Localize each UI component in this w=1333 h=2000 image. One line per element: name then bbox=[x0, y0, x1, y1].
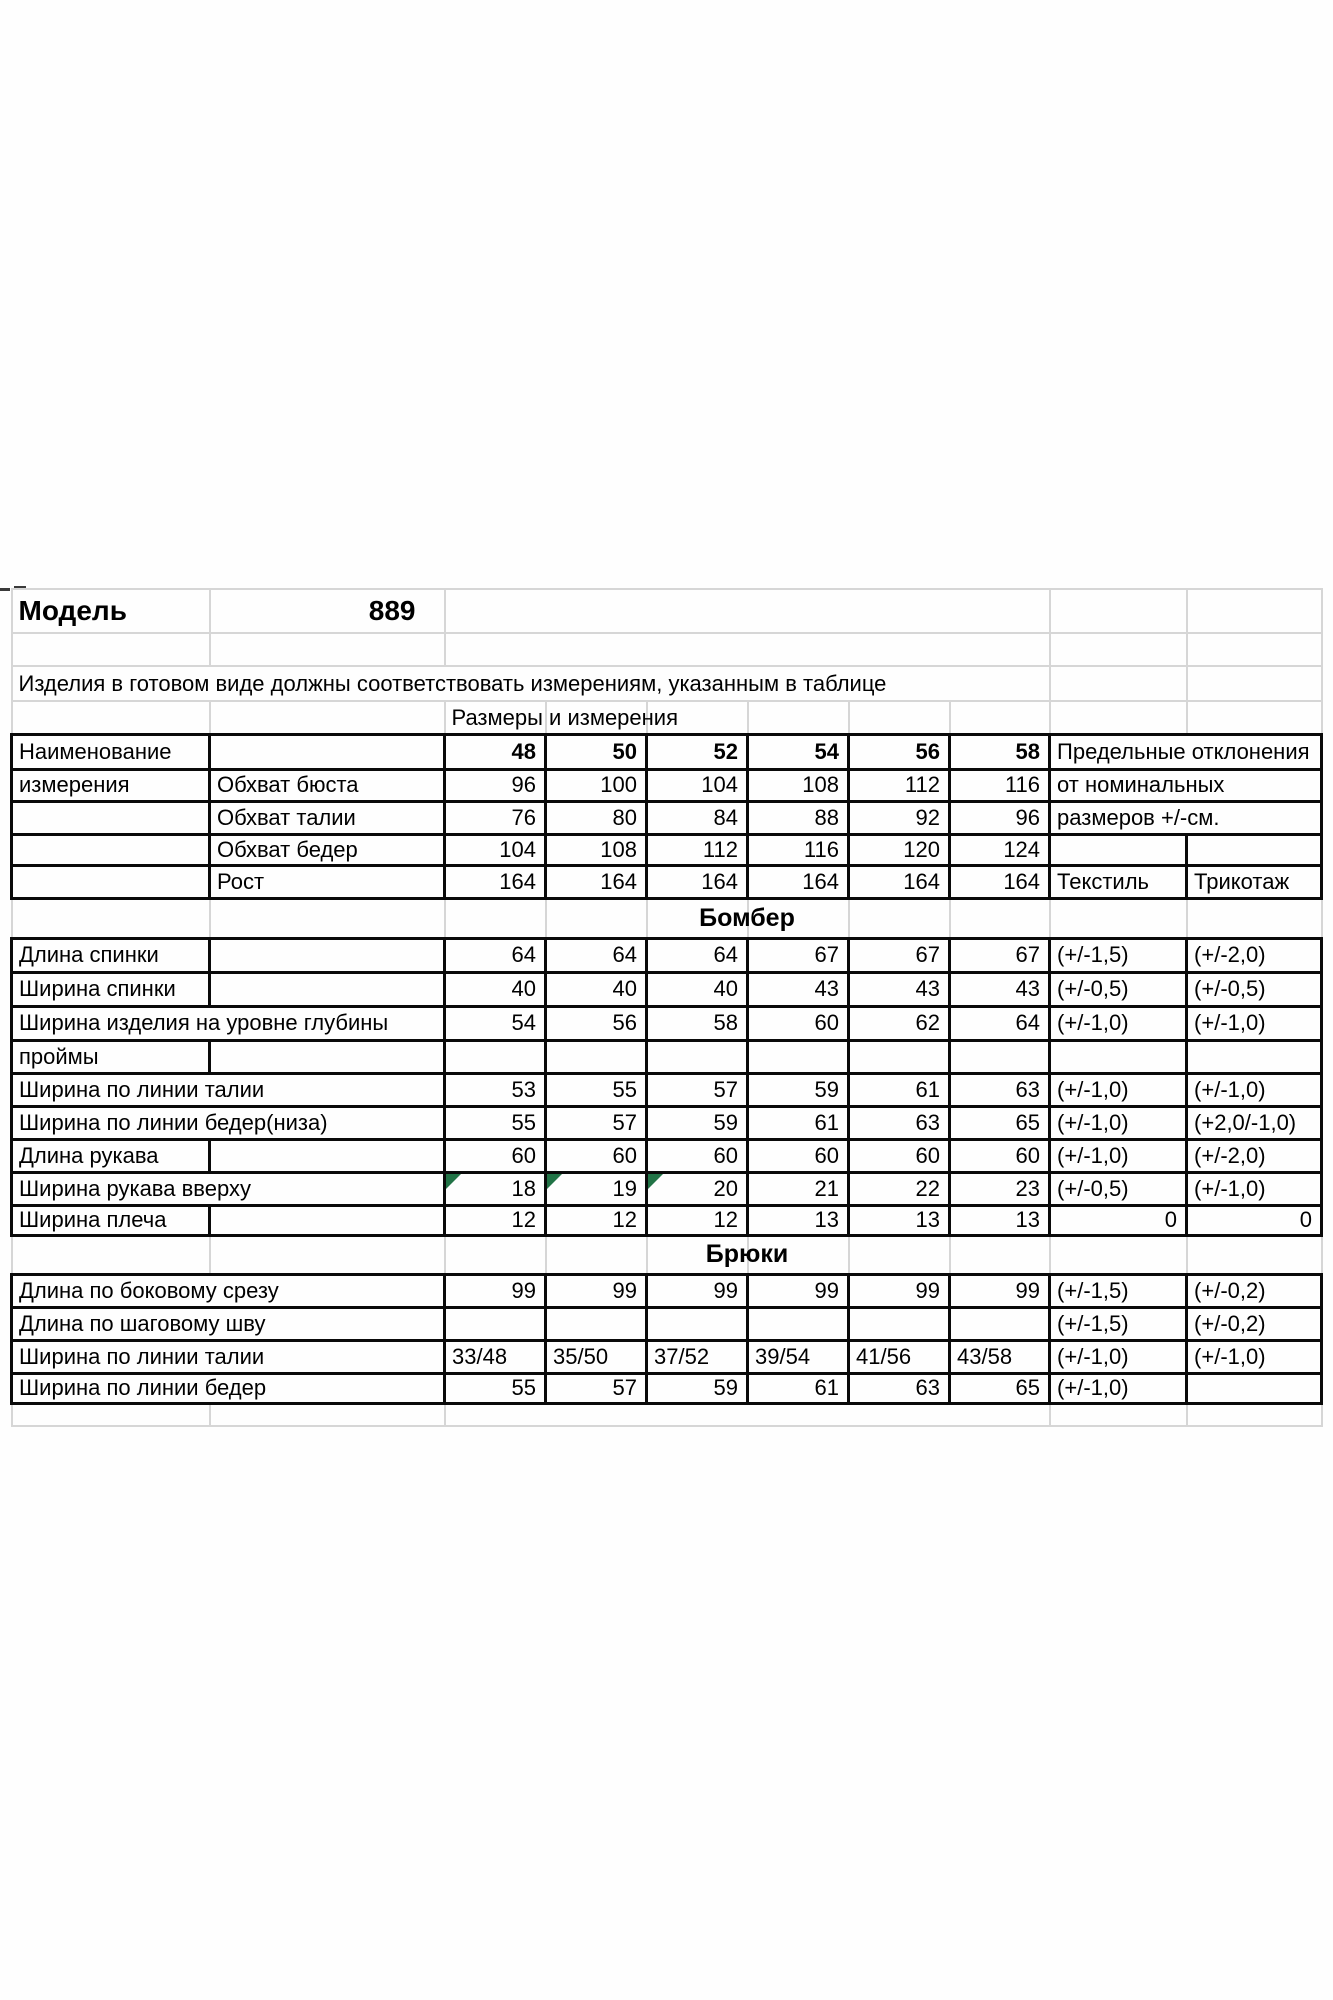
value-cell: 65 bbox=[950, 1373, 1050, 1403]
value-cell: 57 bbox=[546, 1373, 647, 1403]
base-measure-value: 164 bbox=[647, 865, 748, 898]
tolerance-textile-cell: (+/-0,5) bbox=[1050, 972, 1187, 1006]
table-row bbox=[12, 1307, 1322, 1340]
empty-cell bbox=[12, 865, 210, 898]
table-row bbox=[12, 898, 1322, 938]
base-measure-value: 104 bbox=[445, 834, 546, 865]
value-cell bbox=[647, 1040, 748, 1073]
empty-cell bbox=[1050, 898, 1187, 938]
value-cell: 43/58 bbox=[950, 1340, 1050, 1373]
tolerance-knit-cell: (+/-0,5) bbox=[1187, 972, 1322, 1006]
value-cell: 63 bbox=[849, 1106, 950, 1139]
value-cell: 39/54 bbox=[748, 1340, 849, 1373]
table-title: Размеры и измерения bbox=[445, 701, 1050, 734]
empty-cell bbox=[12, 801, 210, 834]
value-cell: 99 bbox=[950, 1274, 1050, 1307]
value-cell: 64 bbox=[546, 938, 647, 972]
value-cell: 99 bbox=[849, 1274, 950, 1307]
value-cell: 99 bbox=[748, 1274, 849, 1307]
value-cell: 19 bbox=[546, 1172, 647, 1205]
value-cell: 57 bbox=[546, 1106, 647, 1139]
empty-cell bbox=[445, 1403, 1050, 1426]
material-textile-header: Текстиль bbox=[1050, 865, 1187, 898]
value-cell: 37/52 bbox=[647, 1340, 748, 1373]
model-value: 889 bbox=[210, 589, 445, 633]
base-measure-value: 164 bbox=[445, 865, 546, 898]
value-cell: 23 bbox=[950, 1172, 1050, 1205]
table-row bbox=[12, 972, 1322, 1006]
empty-cell bbox=[210, 1139, 445, 1172]
empty-cell bbox=[12, 834, 210, 865]
section-title: Брюки bbox=[445, 1235, 1050, 1274]
base-measure-value: 80 bbox=[546, 801, 647, 834]
empty-cell bbox=[445, 633, 1050, 666]
base-measure-value: 116 bbox=[748, 834, 849, 865]
empty-cell bbox=[210, 1205, 445, 1235]
value-cell: 62 bbox=[849, 1006, 950, 1040]
row-label-cell: Ширина по линии бедер(низа) bbox=[12, 1106, 445, 1139]
tolerance-textile-cell bbox=[1050, 1040, 1187, 1073]
base-measure-value: 84 bbox=[647, 801, 748, 834]
table-row bbox=[12, 1274, 1322, 1307]
value-cell: 20 bbox=[647, 1172, 748, 1205]
value-cell bbox=[950, 1040, 1050, 1073]
row-label-cell: Длина по боковому срезу bbox=[12, 1274, 445, 1307]
empty-cell bbox=[1050, 1235, 1187, 1274]
value-cell: 40 bbox=[647, 972, 748, 1006]
base-measure-value: 120 bbox=[849, 834, 950, 865]
tolerance-note: размеров +/-см. bbox=[1050, 801, 1322, 834]
base-measure-value: 164 bbox=[546, 865, 647, 898]
row-label-cell: Длина спинки bbox=[12, 938, 210, 972]
table-row bbox=[12, 1139, 1322, 1172]
base-measure-value: 76 bbox=[445, 801, 546, 834]
table-row bbox=[12, 1040, 1322, 1073]
value-cell: 12 bbox=[445, 1205, 546, 1235]
base-measure-value: 88 bbox=[748, 801, 849, 834]
value-cell bbox=[950, 1307, 1050, 1340]
row-label-cell: Ширина плеча bbox=[12, 1205, 210, 1235]
base-measure-value: 108 bbox=[748, 769, 849, 801]
value-cell bbox=[849, 1040, 950, 1073]
row-label-cell: Ширина по линии бедер bbox=[12, 1373, 445, 1403]
value-cell: 64 bbox=[950, 1006, 1050, 1040]
table-row bbox=[12, 1235, 1322, 1274]
tolerance-textile-cell: (+/-1,5) bbox=[1050, 1307, 1187, 1340]
tolerance-textile-cell: (+/-1,0) bbox=[1050, 1006, 1187, 1040]
value-cell: 43 bbox=[849, 972, 950, 1006]
size-header-cell: 52 bbox=[647, 734, 748, 769]
base-measure-value: 92 bbox=[849, 801, 950, 834]
row-label-cell: проймы bbox=[12, 1040, 210, 1073]
name-header-spacer bbox=[210, 734, 445, 769]
empty-cell bbox=[1187, 701, 1322, 734]
value-cell bbox=[748, 1040, 849, 1073]
value-cell bbox=[647, 1307, 748, 1340]
empty-cell bbox=[12, 701, 210, 734]
table-row bbox=[12, 865, 1322, 898]
table-row bbox=[12, 1106, 1322, 1139]
value-cell: 63 bbox=[849, 1373, 950, 1403]
empty-cell bbox=[1050, 701, 1187, 734]
empty-cell bbox=[445, 589, 1050, 633]
tolerance-knit-cell: (+/-2,0) bbox=[1187, 938, 1322, 972]
table-row bbox=[12, 734, 1322, 769]
section-title: Бомбер bbox=[445, 898, 1050, 938]
value-cell: 67 bbox=[849, 938, 950, 972]
tolerance-knit-cell: (+/-0,2) bbox=[1187, 1307, 1322, 1340]
value-cell: 21 bbox=[748, 1172, 849, 1205]
value-cell bbox=[445, 1307, 546, 1340]
base-measure-value: 104 bbox=[647, 769, 748, 801]
base-measure-value: 164 bbox=[748, 865, 849, 898]
value-cell: 67 bbox=[748, 938, 849, 972]
value-cell: 13 bbox=[748, 1205, 849, 1235]
value-cell: 43 bbox=[748, 972, 849, 1006]
base-measure-value: 96 bbox=[950, 801, 1050, 834]
base-measure-value: 100 bbox=[546, 769, 647, 801]
empty-cell bbox=[12, 1235, 210, 1274]
size-header-cell: 48 bbox=[445, 734, 546, 769]
row-label-cell: Длина рукава bbox=[12, 1139, 210, 1172]
value-cell: 33/48 bbox=[445, 1340, 546, 1373]
size-header-cell: 58 bbox=[950, 734, 1050, 769]
value-cell: 41/56 bbox=[849, 1340, 950, 1373]
base-measure-value: 108 bbox=[546, 834, 647, 865]
empty-cell bbox=[210, 701, 445, 734]
tolerance-knit-cell: 0 bbox=[1187, 1205, 1322, 1235]
value-cell: 58 bbox=[647, 1006, 748, 1040]
row-label-cell: Ширина изделия на уровне глубины bbox=[12, 1006, 445, 1040]
size-header-cell: 50 bbox=[546, 734, 647, 769]
value-cell: 99 bbox=[647, 1274, 748, 1307]
table-row bbox=[12, 589, 1322, 633]
tolerance-textile-cell: (+/-1,0) bbox=[1050, 1139, 1187, 1172]
value-cell bbox=[849, 1307, 950, 1340]
tolerance-textile-cell: (+/-1,5) bbox=[1050, 1274, 1187, 1307]
empty-cell bbox=[210, 1235, 445, 1274]
value-cell: 60 bbox=[445, 1139, 546, 1172]
value-cell: 40 bbox=[445, 972, 546, 1006]
value-cell: 67 bbox=[950, 938, 1050, 972]
value-cell: 18 bbox=[445, 1172, 546, 1205]
table-row bbox=[12, 1373, 1322, 1403]
empty-cell bbox=[12, 1403, 210, 1426]
value-cell: 56 bbox=[546, 1006, 647, 1040]
value-cell: 53 bbox=[445, 1073, 546, 1106]
value-cell: 55 bbox=[445, 1373, 546, 1403]
value-cell: 60 bbox=[748, 1006, 849, 1040]
value-cell: 13 bbox=[849, 1205, 950, 1235]
empty-cell bbox=[1050, 633, 1187, 666]
value-cell: 60 bbox=[748, 1139, 849, 1172]
value-cell: 63 bbox=[950, 1073, 1050, 1106]
base-measure-value: 116 bbox=[950, 769, 1050, 801]
base-measure-value: 164 bbox=[849, 865, 950, 898]
table-row bbox=[12, 1172, 1322, 1205]
value-cell: 12 bbox=[546, 1205, 647, 1235]
table-row bbox=[12, 633, 1322, 666]
value-cell bbox=[445, 1040, 546, 1073]
tolerance-knit-cell bbox=[1187, 1040, 1322, 1073]
value-cell: 64 bbox=[445, 938, 546, 972]
empty-cell bbox=[12, 633, 210, 666]
value-cell: 65 bbox=[950, 1106, 1050, 1139]
empty-cell bbox=[210, 898, 445, 938]
base-measure-label: Обхват бюста bbox=[210, 769, 445, 801]
row-label-cell: Ширина по линии талии bbox=[12, 1340, 445, 1373]
value-cell: 35/50 bbox=[546, 1340, 647, 1373]
table-row bbox=[12, 769, 1322, 801]
base-measure-label: Обхват талии bbox=[210, 801, 445, 834]
value-cell bbox=[546, 1040, 647, 1073]
tolerance-knit-cell: (+/-1,0) bbox=[1187, 1340, 1322, 1373]
table-row bbox=[12, 801, 1322, 834]
empty-cell bbox=[1187, 666, 1322, 701]
tolerance-textile-cell: (+/-1,5) bbox=[1050, 938, 1187, 972]
size-header-cell: 56 bbox=[849, 734, 950, 769]
value-cell: 60 bbox=[647, 1139, 748, 1172]
material-knit-header: Трикотаж bbox=[1187, 865, 1322, 898]
name-header-line1: Наименование bbox=[12, 734, 210, 769]
tolerance-note: от номинальных bbox=[1050, 769, 1322, 801]
note-text: Изделия в готовом виде должны соответствовать измерениям, указанным в таблице bbox=[12, 666, 1050, 701]
value-cell: 61 bbox=[748, 1373, 849, 1403]
table-row bbox=[12, 1006, 1322, 1040]
value-cell: 60 bbox=[849, 1139, 950, 1172]
value-cell: 57 bbox=[647, 1073, 748, 1106]
base-measure-label: Обхват бедер bbox=[210, 834, 445, 865]
row-label-cell: Ширина спинки bbox=[12, 972, 210, 1006]
name-header-line2: измерения bbox=[12, 769, 210, 801]
tolerance-textile-cell: (+/-0,5) bbox=[1050, 1172, 1187, 1205]
empty-cell bbox=[1187, 633, 1322, 666]
value-cell: 22 bbox=[849, 1172, 950, 1205]
table-row bbox=[12, 938, 1322, 972]
value-cell: 61 bbox=[849, 1073, 950, 1106]
value-cell: 12 bbox=[647, 1205, 748, 1235]
base-measure-label: Рост bbox=[210, 865, 445, 898]
row-label-cell: Длина по шаговому шву bbox=[12, 1307, 445, 1340]
base-measure-value: 112 bbox=[647, 834, 748, 865]
empty-cell bbox=[1050, 1403, 1187, 1426]
measurement-table bbox=[10, 588, 1323, 1427]
empty-cell bbox=[210, 938, 445, 972]
tolerance-knit-cell: (+/-2,0) bbox=[1187, 1139, 1322, 1172]
empty-cell bbox=[1187, 1403, 1322, 1426]
tolerance-textile-cell: (+/-1,0) bbox=[1050, 1106, 1187, 1139]
table-row bbox=[12, 666, 1322, 701]
value-cell: 43 bbox=[950, 972, 1050, 1006]
tolerance-knit-cell: (+/-1,0) bbox=[1187, 1073, 1322, 1106]
tolerance-knit-cell: (+/-1,0) bbox=[1187, 1006, 1322, 1040]
table-row bbox=[12, 1340, 1322, 1373]
tolerance-knit-cell: (+/-1,0) bbox=[1187, 1172, 1322, 1205]
table-row bbox=[12, 1205, 1322, 1235]
value-cell: 61 bbox=[748, 1106, 849, 1139]
empty-cell bbox=[1187, 589, 1322, 633]
table-row bbox=[12, 834, 1322, 865]
empty-cell bbox=[210, 972, 445, 1006]
value-cell: 40 bbox=[546, 972, 647, 1006]
tolerance-textile-cell: 0 bbox=[1050, 1205, 1187, 1235]
value-cell: 99 bbox=[546, 1274, 647, 1307]
empty-cell bbox=[1050, 834, 1187, 865]
tolerance-textile-cell: (+/-1,0) bbox=[1050, 1073, 1187, 1106]
tolerance-header: Предельные отклонения bbox=[1050, 734, 1322, 769]
table-row bbox=[12, 1403, 1322, 1426]
tolerance-knit-cell: (+/-0,2) bbox=[1187, 1274, 1322, 1307]
value-cell: 54 bbox=[445, 1006, 546, 1040]
empty-cell bbox=[1050, 589, 1187, 633]
table-row bbox=[12, 701, 1322, 734]
tolerance-knit-cell bbox=[1187, 1373, 1322, 1403]
empty-cell bbox=[210, 633, 445, 666]
empty-cell bbox=[12, 898, 210, 938]
empty-cell bbox=[210, 1040, 445, 1073]
empty-cell bbox=[1050, 666, 1187, 701]
row-label-cell: Ширина по линии талии bbox=[12, 1073, 445, 1106]
value-cell: 55 bbox=[445, 1106, 546, 1139]
base-measure-value: 112 bbox=[849, 769, 950, 801]
value-cell: 13 bbox=[950, 1205, 1050, 1235]
base-measure-value: 164 bbox=[950, 865, 1050, 898]
value-cell: 60 bbox=[950, 1139, 1050, 1172]
base-measure-value: 96 bbox=[445, 769, 546, 801]
value-cell bbox=[748, 1307, 849, 1340]
model-label: Модель bbox=[12, 589, 210, 633]
tolerance-textile-cell: (+/-1,0) bbox=[1050, 1340, 1187, 1373]
tolerance-knit-cell: (+2,0/-1,0) bbox=[1187, 1106, 1322, 1139]
value-cell: 55 bbox=[546, 1073, 647, 1106]
base-measure-value: 124 bbox=[950, 834, 1050, 865]
size-header-cell: 54 bbox=[748, 734, 849, 769]
row-label-cell: Ширина рукава вверху bbox=[12, 1172, 445, 1205]
value-cell: 59 bbox=[647, 1373, 748, 1403]
value-cell: 59 bbox=[647, 1106, 748, 1139]
value-cell: 60 bbox=[546, 1139, 647, 1172]
value-cell: 59 bbox=[748, 1073, 849, 1106]
table-row bbox=[12, 1073, 1322, 1106]
empty-cell bbox=[210, 1403, 445, 1426]
value-cell: 64 bbox=[647, 938, 748, 972]
tolerance-textile-cell: (+/-1,0) bbox=[1050, 1373, 1187, 1403]
empty-cell bbox=[1187, 834, 1322, 865]
empty-cell bbox=[1187, 898, 1322, 938]
value-cell: 99 bbox=[445, 1274, 546, 1307]
value-cell bbox=[546, 1307, 647, 1340]
empty-cell bbox=[1187, 1235, 1322, 1274]
